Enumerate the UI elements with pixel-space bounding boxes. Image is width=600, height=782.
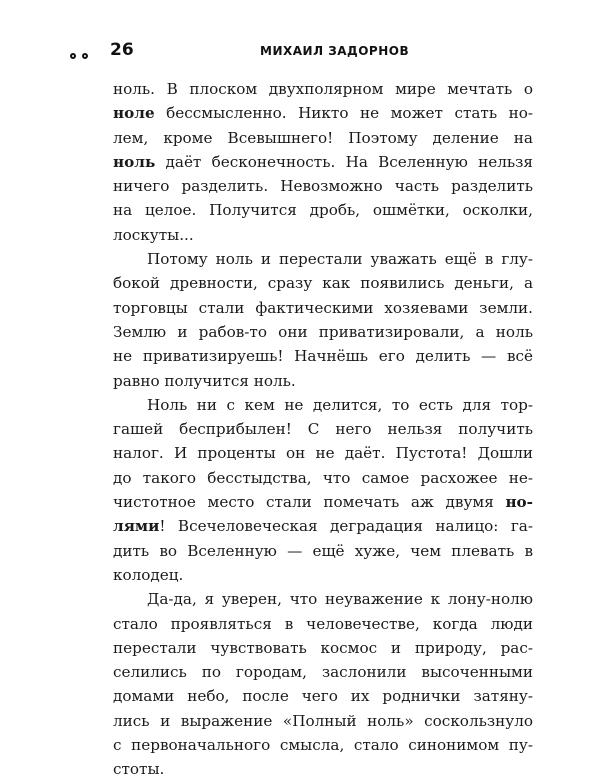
text-run: домами небо, после чего их роднички затяну-: [113, 687, 533, 706]
text-line: [113, 709, 533, 733]
text-run: даёт бесконечность. На Вселенную нельзя: [155, 152, 533, 171]
text-run: перестали чувствовать космос и природу, рас-: [113, 638, 533, 657]
text-run: Да-да, я уверен, что неуважение к лону-нолю: [147, 590, 533, 609]
text-run: колодец.: [113, 565, 184, 584]
text-run: лись и выражение «Полный ноль» соскользнуло: [113, 711, 533, 730]
text-run: лоскуты...: [113, 225, 194, 244]
text-line: [113, 369, 533, 393]
text-run: лем, кроме Всевышнего! Поэтому деление на: [113, 128, 533, 147]
text-line: [113, 417, 533, 441]
text-run: стоты.: [113, 760, 165, 779]
text-line: [113, 514, 533, 538]
text-line: [113, 660, 533, 684]
text-line: [113, 441, 533, 465]
text-line: [113, 393, 533, 417]
text-line: [113, 612, 533, 636]
text-line: [113, 733, 533, 757]
body-text: [113, 77, 533, 782]
text-run: до такого бесстыдства, что самое расхожее не-: [113, 468, 533, 487]
text-run: Землю и рабов-то они приватизировали, а ноль: [113, 322, 533, 341]
text-line: [113, 198, 533, 222]
text-line: [113, 490, 533, 514]
text-run: стало проявляться в человечестве, когда люди: [113, 614, 533, 633]
text-line: [113, 587, 533, 611]
text-run: ноль. В плоском двухполярном мире мечтать о: [113, 80, 533, 98]
text-line: [113, 344, 533, 368]
bold-word: ноль: [113, 152, 156, 171]
text-line: [113, 150, 533, 174]
text-line: [113, 101, 533, 125]
text-run: налог. И проценты он не даёт. Пустота! Дошли: [113, 444, 533, 463]
text-run: с первоначального смысла, стало синонимом пу-: [113, 736, 533, 755]
text-line: [113, 271, 533, 295]
text-run: на целое. Получится дробь, ошмётки, осколки,: [113, 201, 533, 220]
text-run: гашей бесприбылен! С него нельзя получить: [113, 420, 533, 439]
text-run: ничего разделить. Невозможно часть разделить: [113, 177, 533, 196]
text-line: [113, 320, 533, 344]
text-line: [113, 636, 533, 660]
bold-word: ноле: [113, 104, 155, 123]
text-run: Потому ноль и перестали уважать ещё в глу-: [147, 250, 533, 269]
circle-icon: [82, 53, 88, 59]
text-line: [113, 126, 533, 150]
text-run: бокой древности, сразу как появились деньги, а: [113, 274, 533, 293]
running-head-author: МИХАИЛ ЗАДОРНОВ: [260, 44, 410, 58]
text-line: [113, 757, 533, 781]
text-line: [113, 247, 533, 271]
text-line: [113, 563, 533, 587]
text-run: ! Всечеловеческая деградация налицо: га-: [159, 517, 533, 536]
text-run: селились по городам, заслонили высоченными: [113, 663, 533, 682]
text-run: равно получится ноль.: [113, 371, 296, 390]
text-run: бессмысленно. Никто не может стать но-: [154, 104, 533, 123]
text-run: не приватизируешь! Начнёшь его делить — всё: [113, 347, 533, 366]
text-line: [113, 539, 533, 563]
text-line: [113, 684, 533, 708]
text-line: [113, 77, 533, 101]
text-line: [113, 466, 533, 490]
bold-word: но-: [505, 493, 533, 512]
text-run: чистотное место стали помечать аж двумя: [113, 493, 506, 512]
text-run: Ноль ни с кем не делится, то есть для тор-: [147, 395, 533, 414]
ornament-dots: [70, 46, 94, 56]
circle-icon: [70, 53, 76, 59]
page-number: 26: [110, 40, 134, 60]
bold-word: лями: [113, 517, 160, 536]
page-header: [70, 40, 558, 60]
text-line: [113, 174, 533, 198]
text-line: [113, 296, 533, 320]
text-run: торговцы стали фактическими хозяевами земли.: [113, 298, 533, 317]
text-run: дить во Вселенную — ещё хуже, чем плевать в: [113, 541, 533, 560]
text-line: [113, 223, 533, 247]
